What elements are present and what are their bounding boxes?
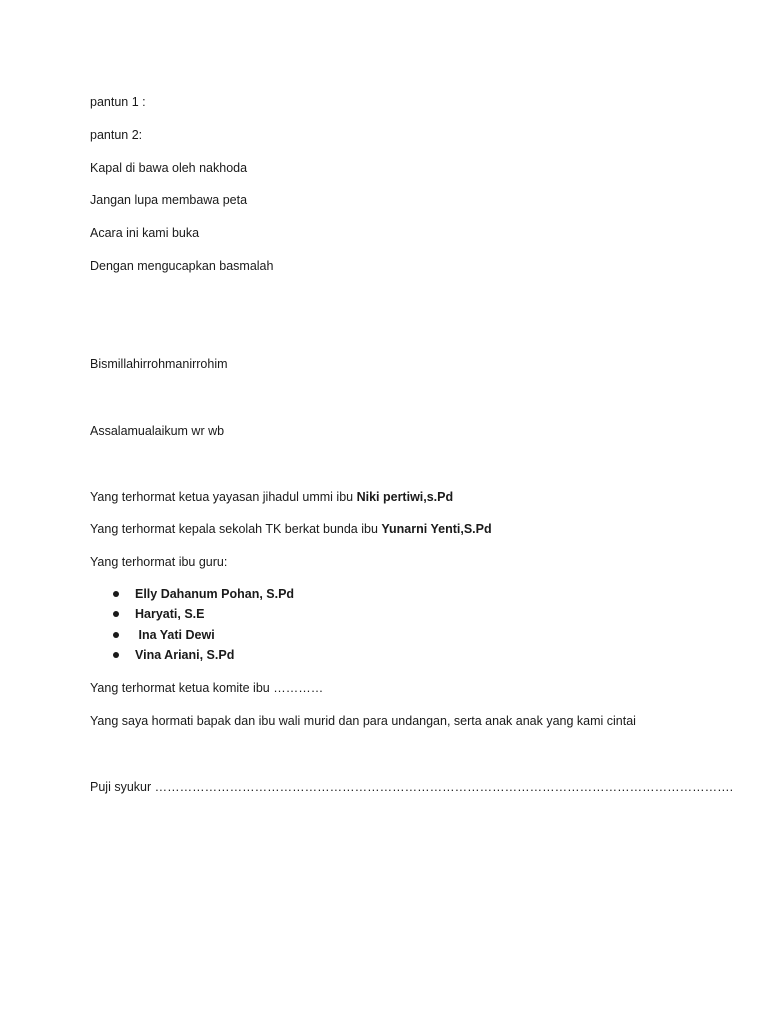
list-item [111,627,294,647]
bullet-icon [113,632,119,638]
verse-line-1: Kapal di bawa oleh nakhoda [90,161,248,175]
greeting-teachers: Yang terhormat ibu guru: [90,555,228,569]
pantun-2-label: pantun 2: [90,128,143,142]
list-item [111,586,294,606]
list-item [111,606,294,626]
greeting-committee: Yang terhormat ketua komite ibu ………… [90,681,324,695]
teacher-name: Haryati, S.E [135,607,205,622]
salam-line: Assalamualaikum wr wb [90,424,225,438]
bismillah-line: Bismillahirrohmanirrohim [90,357,228,371]
teacher-name: Vina Ariani, S.Pd [135,647,235,662]
bullet-icon [113,591,119,597]
greeting-principal-name: Yunarni Yenti,S.Pd [381,522,492,536]
teacher-list [111,586,294,667]
verse-line-2: Jangan lupa membawa peta [90,193,248,207]
bullet-icon [113,652,119,658]
verse-line-4: Dengan mengucapkan basmalah [90,259,274,273]
greeting-chairman-name: Niki pertiwi,s.Pd [356,490,454,504]
greeting-chairman [90,489,453,505]
greeting-principal-text: Yang terhormat kepala sekolah TK berkat bunda ibu [90,522,382,536]
greeting-chairman-text: Yang terhormat ketua yayasan jihadul ummi ibu [90,490,357,504]
teacher-name: Ina Yati Dewi [135,627,215,642]
pantun-1-label: pantun 1 : [90,95,146,109]
teacher-name: Elly Dahanum Pohan, S.Pd [135,587,295,601]
greeting-principal [90,521,492,537]
list-item [111,647,294,667]
verse-line-3: Acara ini kami buka [90,226,200,240]
puji-syukur-line: Puji syukur …………………………………………………………………………………………………………………………. [90,780,734,794]
greeting-guests: Yang saya hormati bapak dan ibu wali murid dan para undangan, serta anak anak yang kami cintai [90,714,636,728]
bullet-icon [113,611,119,617]
